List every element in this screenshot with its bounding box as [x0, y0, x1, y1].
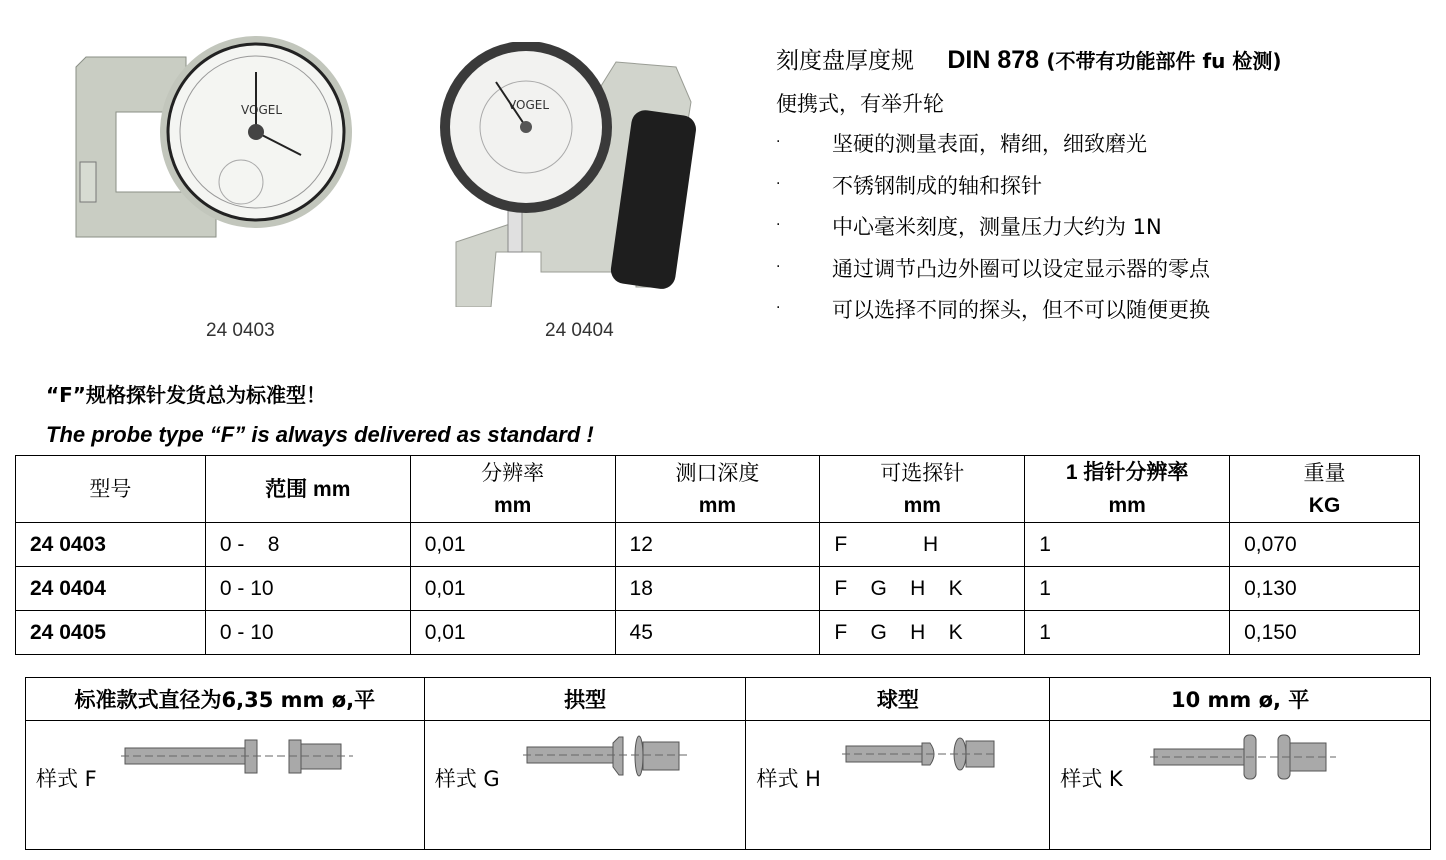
- bullet-icon: ·: [776, 258, 781, 275]
- cell-depth: 18: [615, 567, 820, 611]
- cell-probes: F G H K: [820, 611, 1025, 655]
- table-row: [16, 523, 1420, 567]
- cell-model: 24 0403: [16, 523, 206, 567]
- probe-row: [26, 721, 1431, 850]
- cell-resolution: 0,01: [410, 523, 615, 567]
- standard-probe-note-cn: “F”规格探针发货总为标准型！: [46, 383, 326, 407]
- cell-weight: 0,070: [1230, 523, 1420, 567]
- cell-probes: F H: [820, 523, 1025, 567]
- product-image-240403: [66, 32, 366, 247]
- probe-f-icon: [121, 735, 361, 785]
- feature-text: 可以选择不同的探头，但不可以随便更换: [832, 298, 1210, 322]
- cell-depth: 45: [615, 611, 820, 655]
- header-model: 型号: [16, 456, 206, 523]
- cell-depth: 12: [615, 523, 820, 567]
- header-pointer-resolution: 1 指针分辨率 mm: [1025, 456, 1230, 523]
- cell-range: 0 - 10: [205, 567, 410, 611]
- svg-text:VOGEL: VOGEL: [241, 103, 283, 117]
- header-weight: 重量 KG: [1230, 456, 1420, 523]
- standard-probe-note-en: The probe type “F” is always delivered as standard !: [46, 422, 594, 447]
- table-row: [16, 567, 1420, 611]
- probe-cell-h: [746, 721, 1050, 850]
- probe-g-icon: [523, 727, 693, 787]
- product-image-240404: [436, 42, 706, 307]
- cell-probes: F G H K: [820, 567, 1025, 611]
- title-cn: 刻度盘厚度规: [776, 48, 914, 74]
- probe-header-10mm: 10 mm ø, 平: [1050, 678, 1431, 721]
- probe-label-k: 样式 K: [1060, 767, 1123, 791]
- product-code-240403: 24 0403: [206, 320, 275, 341]
- probe-header-row: [26, 678, 1431, 721]
- probe-header-arched: 拱型: [424, 678, 746, 721]
- probe-label-f: 样式 F: [36, 767, 97, 791]
- probe-cell-f: [26, 721, 425, 850]
- bullet-icon: ·: [776, 175, 781, 192]
- feature-text: 中心毫米刻度，测量压力大约为 1N: [832, 215, 1162, 239]
- probe-h-icon: [842, 731, 1002, 781]
- feature-item: [776, 294, 1210, 336]
- feature-item: [776, 128, 1210, 170]
- feature-list: [776, 128, 1210, 336]
- cell-weight: 0,150: [1230, 611, 1420, 655]
- header-probes: 可选探针 mm: [820, 456, 1025, 523]
- header-range: 范围 mm: [205, 456, 410, 523]
- header-resolution: 分辨率 mm: [410, 456, 615, 523]
- subtitle: 便携式，有举升轮: [776, 92, 944, 116]
- cell-range: 0 - 8: [205, 523, 410, 567]
- bullet-icon: ·: [776, 134, 781, 150]
- feature-text: 通过调节凸边外圈可以设定显示器的零点: [832, 256, 1210, 281]
- probe-label-g: 样式 G: [434, 767, 500, 791]
- svg-text:VOGEL: VOGEL: [508, 98, 550, 112]
- feature-item: [776, 170, 1210, 212]
- table-row: [16, 611, 1420, 655]
- probe-label-h: 样式 H: [756, 767, 821, 791]
- product-code-240404: 24 0404: [545, 320, 614, 341]
- probe-k-icon: [1150, 729, 1340, 785]
- spec-header-row: [16, 456, 1420, 523]
- cell-pointer-resolution: 1: [1025, 523, 1230, 567]
- page-title: [776, 42, 1282, 75]
- spec-table: [15, 455, 1420, 655]
- feature-item: [776, 211, 1210, 253]
- title-note: (不带有功能部件 fu 检测): [1046, 49, 1282, 73]
- feature-text: 坚硬的测量表面，精细，细致磨光: [832, 132, 1147, 156]
- probe-cell-g: [424, 721, 746, 850]
- probe-type-table: [25, 677, 1431, 850]
- cell-pointer-resolution: 1: [1025, 567, 1230, 611]
- probe-header-flat: 标准款式直径为6,35 mm ø,平: [26, 678, 425, 721]
- header-depth: 测口深度 mm: [615, 456, 820, 523]
- feature-text: 不锈钢制成的轴和探针: [832, 173, 1042, 198]
- title-din: DIN 878: [947, 46, 1040, 74]
- probe-header-ball: 球型: [746, 678, 1050, 721]
- cell-model: 24 0405: [16, 611, 206, 655]
- cell-pointer-resolution: 1: [1025, 611, 1230, 655]
- probe-cell-k: [1050, 721, 1431, 850]
- feature-item: [776, 253, 1210, 295]
- cell-weight: 0,130: [1230, 567, 1420, 611]
- cell-resolution: 0,01: [410, 567, 615, 611]
- bullet-icon: ·: [776, 300, 781, 316]
- cell-range: 0 - 10: [205, 611, 410, 655]
- bullet-icon: ·: [776, 217, 781, 233]
- cell-model: 24 0404: [16, 567, 206, 611]
- cell-resolution: 0,01: [410, 611, 615, 655]
